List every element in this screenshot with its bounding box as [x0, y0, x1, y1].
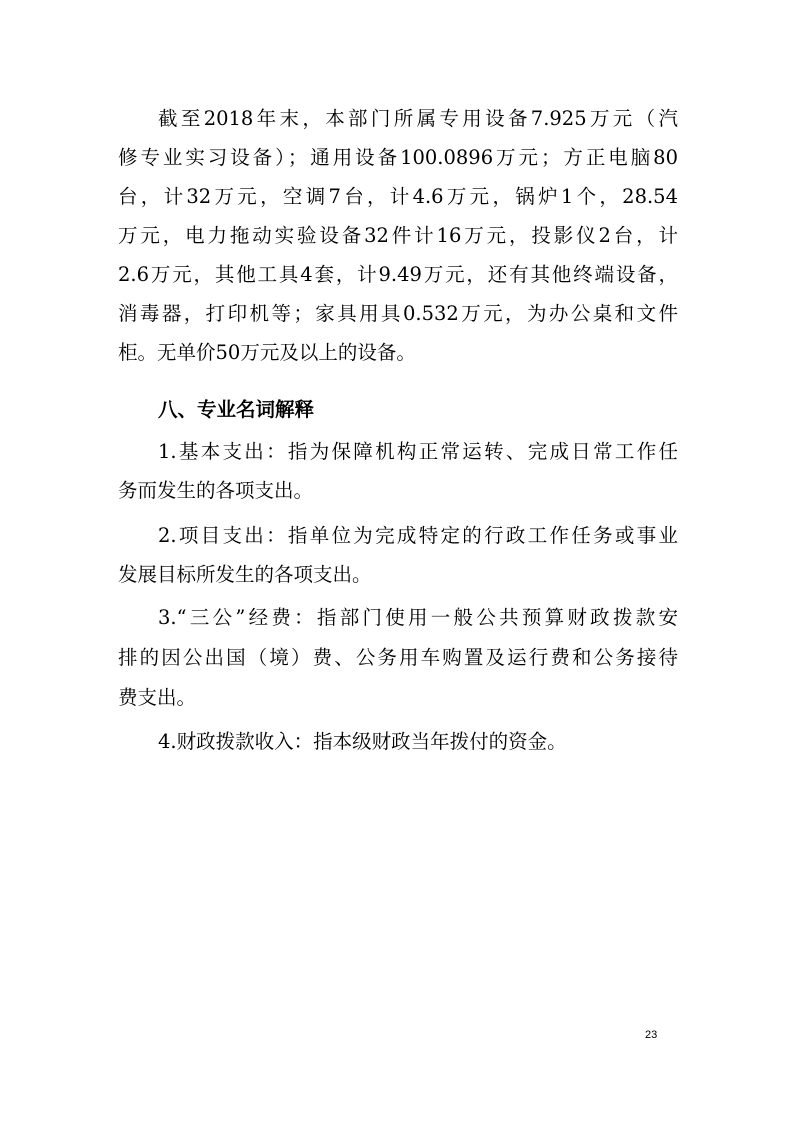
definition-line: 2.项目支出：指单位为完成特定的行政工作任务或事业 — [158, 524, 678, 547]
definition-line: 3.“三公”经费：指部门使用一般公共预算财政拨款安 — [158, 606, 678, 629]
definition-line: 4.财政拨款收入：指本级财政当年拨付的资金。 — [158, 730, 567, 753]
definition-line: 排的因公出国（境）费、公务用车购置及运行费和公务接待 — [118, 646, 678, 669]
section-heading: 八、专业名词解释 — [158, 398, 315, 421]
definition-line: 务而发生的各项支出。 — [118, 479, 314, 502]
paragraph-line: 柜。无单价50万元及以上的设备。 — [118, 341, 416, 364]
page-number: 23 — [645, 1029, 658, 1041]
paragraph-line: 修专业实习设备）；通用设备100.0896万元；方正电脑80 — [118, 146, 678, 169]
definition-line: 1.基本支出：指为保障机构正常运转、完成日常工作任 — [158, 440, 678, 463]
paragraph-line: 消毒器，打印机等；家具用具0.532万元，为办公桌和文件 — [118, 302, 678, 325]
definition-line: 发展目标所发生的各项支出。 — [118, 563, 372, 586]
paragraph-line: 万元，电力拖动实验设备32件计16万元，投影仪2台，计 — [118, 224, 678, 247]
paragraph-line: 台，计32万元，空调7台，计4.6万元，锅炉1个，28.54 — [118, 185, 678, 208]
paragraph-line: 2.6万元，其他工具4套，计9.49万元，还有其他终端设备， — [118, 263, 678, 286]
definition-line: 费支出。 — [118, 686, 197, 709]
paragraph-line: 截至2018年末，本部门所属专用设备7.925万元（汽 — [158, 107, 678, 130]
